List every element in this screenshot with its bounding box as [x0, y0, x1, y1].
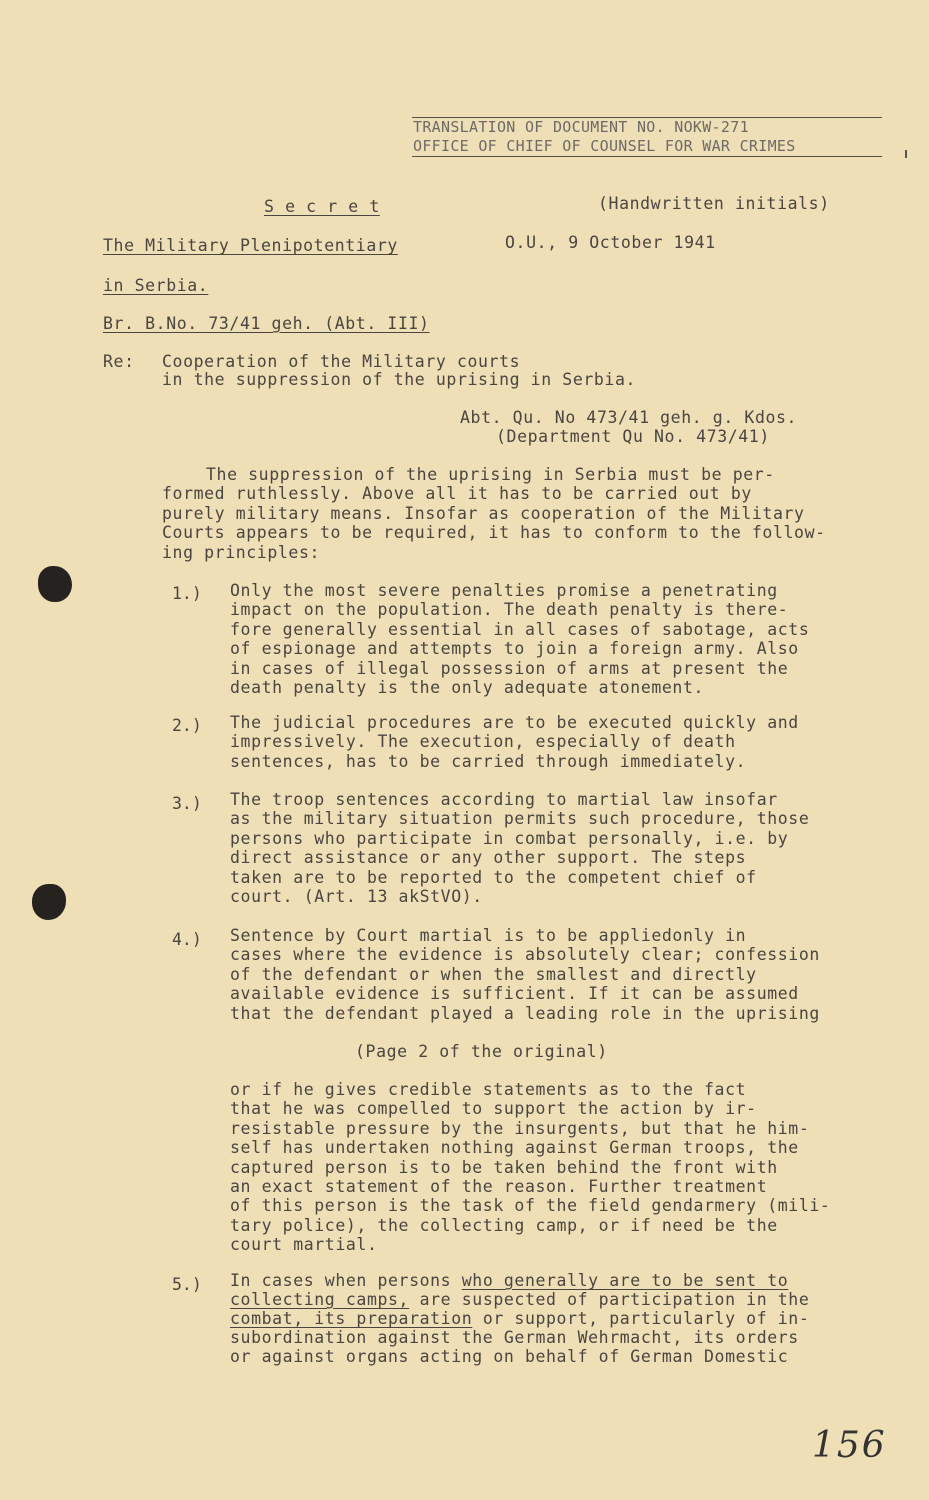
- header-line-2: OFFICE OF CHIEF OF COUNSEL FOR WAR CRIMES: [413, 137, 796, 155]
- document-date: O.U., 9 October 1941: [505, 233, 716, 252]
- handwritten-page-number: 156: [812, 1425, 887, 1466]
- item-3-text: The troop sentences according to martial law insofar as the military situation permits such procedure, those persons who participate in combat personally, i.e. by direct assistance or any other support. The steps taken are to be reported to the competent chief of court. (Art. 13 akStVO).: [230, 790, 810, 907]
- header-line-1: TRANSLATION OF DOCUMENT NO. NOKW-271: [413, 118, 749, 136]
- item-5-rest: subordination against the German Wehrmacht, its orders or against organs acting on behalf of German Domestic: [230, 1328, 799, 1367]
- item-5-line-2: [230, 1290, 809, 1310]
- department-reference-1: Abt. Qu. No 473/41 geh. g. Kdos.: [460, 408, 798, 427]
- item-2-number: 2.): [172, 716, 202, 735]
- classification: S e c r e t: [264, 197, 380, 216]
- item-5-line-2-post: are suspected of participation in the: [409, 1290, 810, 1309]
- item-1-number: 1.): [172, 584, 202, 603]
- item-4-number: 4.): [172, 930, 202, 949]
- sender-line-1: The Military Plenipotentiary: [103, 236, 398, 255]
- item-5-line-3: [230, 1309, 809, 1329]
- item-5-line-1: [230, 1271, 788, 1291]
- reference-number: Br. B.No. 73/41 geh. (Abt. III): [103, 314, 430, 333]
- subject-label: Re:: [103, 352, 135, 371]
- margin-mark: [905, 150, 907, 158]
- item-5-number: 5.): [172, 1275, 202, 1294]
- item-4-text: Sentence by Court martial is to be appliedonly in cases where the evidence is absolutely clear; confession of the defendant or when the smallest and directly available evidence is sufficient. If it can be assumed that the defendant played a leading role in the uprising: [230, 926, 820, 1023]
- subject-line-1: Cooperation of the Military courts: [162, 352, 521, 371]
- punch-hole-top: [38, 566, 72, 602]
- item-5-line-1-pre: In cases when persons: [230, 1271, 462, 1290]
- department-reference-2: (Department Qu No. 473/41): [496, 427, 770, 446]
- item-2-text: The judicial procedures are to be executed quickly and impressively. The execution, especially of death sentences, has to be carried through immediately.: [230, 713, 799, 771]
- sender-line-2: in Serbia.: [103, 276, 209, 295]
- header-rule-bottom: [412, 156, 882, 157]
- page-break-note: (Page 2 of the original): [355, 1042, 608, 1061]
- item-1-text: Only the most severe penalties promise a penetrating impact on the population. The death penalty is there- fore generally essential in all cases of sabotage, acts of espionage and attempts to join a foreign army. Also in cases of illegal possession of arms at present the death penalty is the only adequate atonement.: [230, 581, 810, 698]
- item-5-line-1-underlined: who generally are to be sent to: [461, 1271, 789, 1290]
- item-5-line-2-underlined: collecting camps,: [230, 1290, 410, 1309]
- intro-paragraph: The suppression of the uprising in Serbia must be per- formed ruthlessly. Above all it has to be carried out by purely military means. Insofar as cooperation of the Military Courts appears to be required, it has to conform to the follow- ing principles:: [162, 465, 826, 562]
- item-3-number: 3.): [172, 794, 202, 813]
- punch-hole-bottom: [32, 884, 66, 920]
- item-5-line-3-post: or support, particularly of in-: [472, 1309, 810, 1328]
- subject-line-2: in the suppression of the uprising in Serbia.: [162, 370, 637, 389]
- item-5-line-3-underlined: combat, its preparation: [230, 1309, 473, 1328]
- handwritten-initials-note: (Handwritten initials): [598, 194, 830, 213]
- item-4-continuation: or if he gives credible statements as to the fact that he was compelled to support the action by ir- resistable pressure by the insurgents, but that he him- self has undertaken nothing against German troops, the captured person is to be taken behind the front with an exact statement of the reason. Further treatment of this person is the task of the field gendarmery (mili- tary police), the collecting camp, or if need be the court martial.: [230, 1080, 831, 1255]
